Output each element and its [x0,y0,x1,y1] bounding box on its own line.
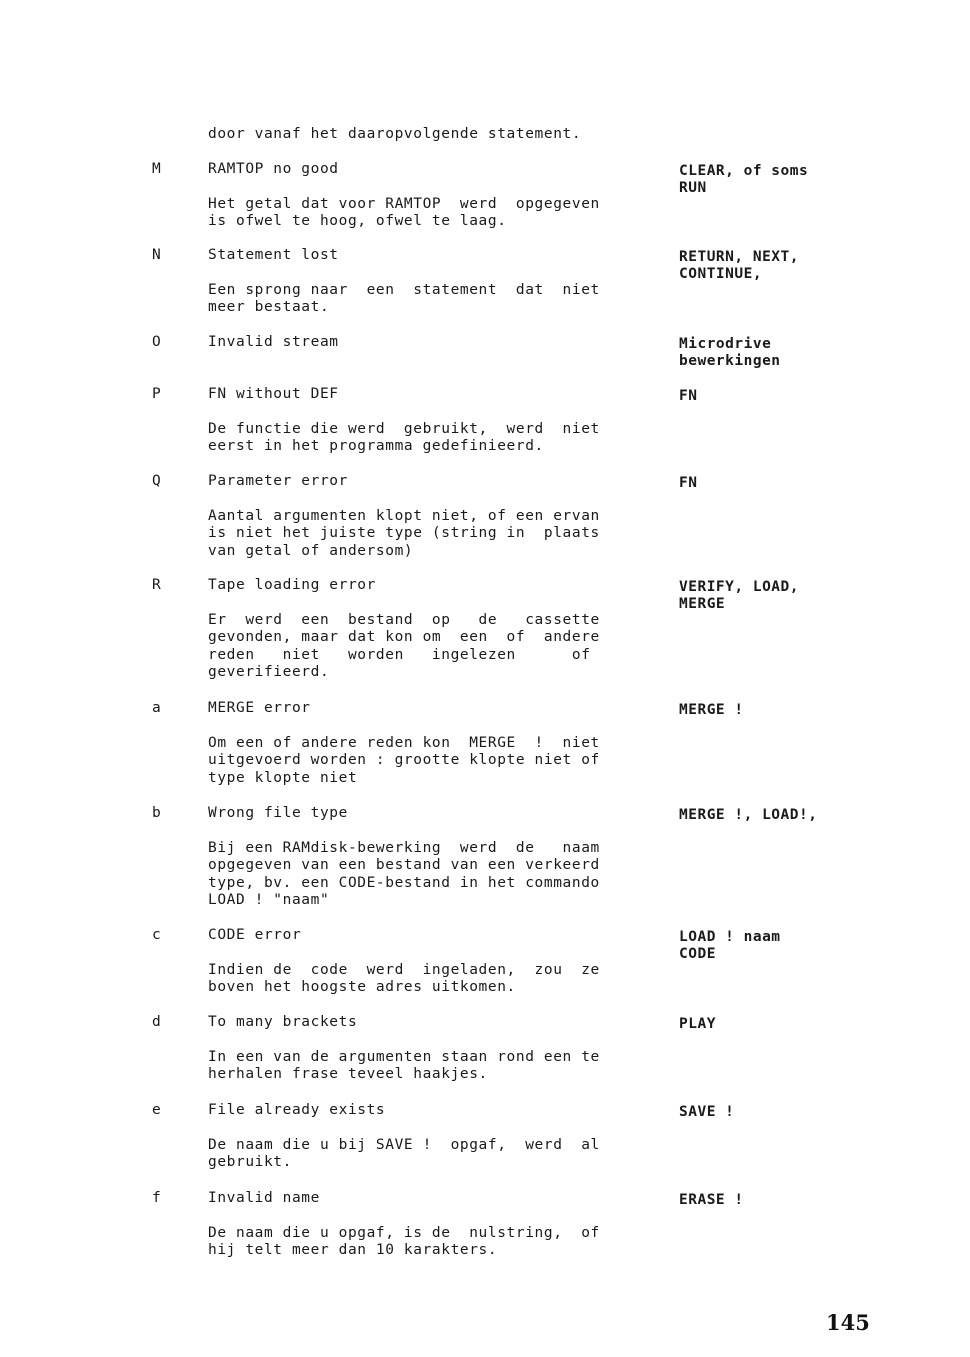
intro-line: door vanaf het daaropvolgende statement. [208,126,582,142]
error-code: N [152,247,161,263]
error-description: De naam die u opgaf, is de nulstring, of hij telt meer dan 10 karakters. [208,1225,600,1259]
error-commands: PLAY [679,1016,716,1032]
error-message: FN without DEF [208,386,339,402]
error-message: Statement lost [208,247,339,263]
error-message: Parameter error [208,473,348,489]
error-message: RAMTOP no good [208,161,339,177]
error-message: Invalid name [208,1190,320,1206]
error-commands: MERGE !, LOAD!, [679,807,818,823]
error-message: Tape loading error [208,577,376,593]
error-code: M [152,161,161,177]
error-description: In een van de argumenten staan rond een te herhalen frase teveel haakjes. [208,1049,600,1083]
error-code: c [152,927,161,943]
error-commands: ERASE ! [679,1192,744,1208]
error-code: d [152,1014,161,1030]
error-description: De functie die werd gebruikt, werd niet eerst in het programma gedefinieerd. [208,421,600,455]
error-code: R [152,577,161,593]
error-commands: LOAD ! naam CODE [679,929,781,963]
error-commands: RETURN, NEXT, CONTINUE, [679,249,799,283]
error-message: CODE error [208,927,302,943]
page-number: 145 [826,1310,870,1335]
error-message: File already exists [208,1102,386,1118]
error-commands: FN [679,388,698,404]
error-message: MERGE error [208,700,311,716]
error-code: P [152,386,161,402]
error-commands: VERIFY, LOAD, MERGE [679,579,799,613]
error-code: f [152,1190,161,1206]
error-description: De naam die u bij SAVE ! opgaf, werd al gebruikt. [208,1137,600,1171]
error-code: O [152,334,161,350]
error-code: e [152,1102,161,1118]
error-description: Er werd een bestand op de cassette gevonden, maar dat kon om een of andere reden niet worden ingelezen of geverifieerd. [208,612,600,681]
error-description: Het getal dat voor RAMTOP werd opgegeven is ofwel te hoog, ofwel te laag. [208,196,600,230]
error-commands: MERGE ! [679,702,744,718]
error-description: Een sprong naar een statement dat niet meer bestaat. [208,282,600,316]
error-message: To many brackets [208,1014,358,1030]
error-commands: SAVE ! [679,1104,735,1120]
error-description: Om een of andere reden kon MERGE ! niet uitgevoerd worden : grootte klopte niet of type klopte niet [208,735,600,786]
error-commands: CLEAR, of soms RUN [679,163,809,197]
error-message: Wrong file type [208,805,348,821]
error-code: b [152,805,161,821]
error-code: Q [152,473,161,489]
error-commands: Microdrive bewerkingen [679,336,781,370]
error-code: a [152,700,161,716]
error-description: Bij een RAMdisk-bewerking werd de naam opgegeven van een bestand van een verkeerd type, bv. een CODE-bestand in het commando LOAD ! "naam" [208,840,600,909]
error-description: Aantal argumenten klopt niet, of een ervan is niet het juiste type (string in plaats van getal of andersom) [208,508,600,559]
error-description: Indien de code werd ingeladen, zou ze boven het hoogste adres uitkomen. [208,962,600,996]
error-message: Invalid stream [208,334,339,350]
error-commands: FN [679,475,698,491]
